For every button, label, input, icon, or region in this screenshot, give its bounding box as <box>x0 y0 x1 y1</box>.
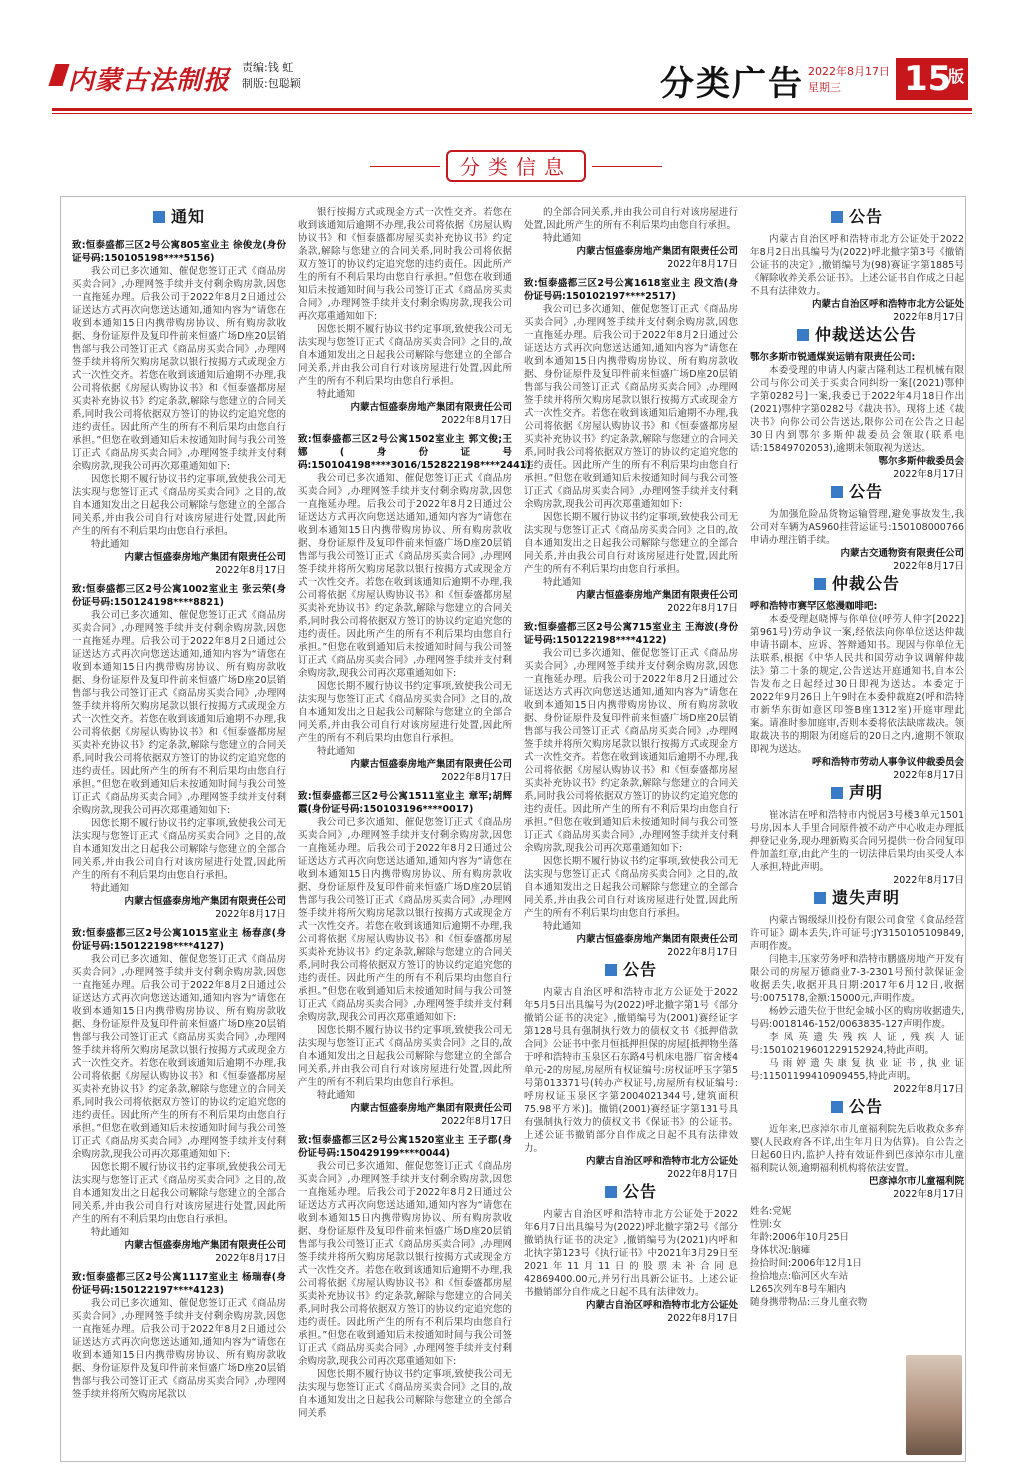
newspaper-logo: 内蒙古法制报 <box>68 66 231 96</box>
child-info-line: L265次列车8号车厢内 <box>750 1284 846 1295</box>
gonggao-heading <box>750 207 964 226</box>
sign-date: 2022年8月17日 <box>893 875 964 886</box>
notice-body-2: 因您长期不履行协议书约定事项,致使我公司无法实现与您签订正式《商品房买卖合同》之目的,故自本通知发出之日起我公司解除与您建立的全部合同关系,并由我公司自行对该房屋进行处置,因此所产生的所有不利后果均由您自行承担。 <box>524 856 738 919</box>
sign-date: 2022年8月17日 <box>667 1169 738 1180</box>
producer: 制版:包聪颖 <box>242 77 301 90</box>
heading-text: 公告 <box>848 1097 883 1116</box>
notice-body: 我公司已多次通知、催促您签订正式《商品房买卖合同》,办理网签手续并支付剩余购房款,因您一直拖延办理。后我公司于2022年8月2日通过公证送达方式再次向您送达通知,通知内容为“请您在收到本通知15日内携带购房协议、所有购房款收据、身份证原件及复印件前来恒盛广场D座20层销售部与我公司签订正式《商品房买卖合同》,办理网签手续并将所欠购房尾款以银行按揭方式或现金方式一次性交齐。若您在收到该通知后逾期不办理,我公司将依据《房屋认购协议书》和《恒泰盛都房屋买卖补充协议书》约定条款,解除与您建立的合同关系,同时我公司将依据双方签订的协议约定追究您的违约责任。因此所产生的所有不利后果均由您自行承担。”但您在收到通知后未按通知时间与我公司签订正式《商品房买卖合同》,办理网签手续并支付剩余购房款,现我公司再次郑重通知如下: <box>72 266 286 472</box>
child-photo <box>906 1355 962 1455</box>
gonggao-body: 内蒙古自治区呼和浩特市北方公证处于2022年6月7日出具编号为(2022)呼北撤字第2号《部分撤销执行证书的决定》,撤销编号为(2021)内呼和北执字第123号《执行证书》中2021年3月29日至2021年11月11日的股票未补合同息42869400.00元,并另行出具新公证书。上述公证书撤销部分自作成之日起不具有法律效力。 <box>524 1209 738 1298</box>
signature: 内蒙古恒盛泰房地产集团有限责任公司 <box>124 1240 286 1251</box>
gonggao-body: 本委受理赵晓博与你单位(呼劳人仲字[2022]第961号)劳动争议一案,经依法向你单位送达仲裁申请书副本、应诉、答辩通知书。现因与你单位无法联系,根据《中华人民共和国劳动争议调解仲裁法》第二十条的规定,公告送达开庭通知书,自本公告发布之日起经过30日即视为送达。本委定于2022年9月26日上午9时在本委仲裁庭2(呼和浩特市新华东街如意区印签B座1312室)开庭审理此案。请准时参加庭审,否则本委将依法缺席裁决。领取裁决书的期限为闭庭后的20日之内,逾期不领取即视为送达。 <box>750 614 964 755</box>
arbitration-service-heading <box>750 325 964 344</box>
special-notice: 特此通知 <box>317 389 356 400</box>
addressee: 致:恒泰盛都三区2号公寓1618室业主 段文浩(身份证号码:150102197****2517) <box>524 278 738 302</box>
heading-text: 公告 <box>622 1182 657 1201</box>
lost-item: 李凤英遗失残疾人证,残疾人证号:15010219601229152924,特此声明。 <box>750 1032 964 1056</box>
square-icon <box>605 964 617 976</box>
addressee: 致:恒泰盛都三区2号公寓1520室业主 王子郡(身份证号码:150429199****0044) <box>298 1135 512 1159</box>
square-icon <box>814 892 826 904</box>
child-info-line: 随身携带物品:三身儿童衣物 <box>750 1297 868 1308</box>
continued-text: 银行按揭方式或现金方式一次性交齐。若您在收到该通知后逾期不办理,我公司将依据《房屋认购协议书》和《恒泰盛都房屋买卖补充协议书》约定条款,解除与您建立的合同关系,同时我公司将依据双方签订的协议约定追究您的违约责任。因此所产生的所有不利后果均由您自行承担。”但您在收到通知后未按通知时间与我公司签订正式《商品房买卖合同》,办理网签手续并支付剩余购房款,现我公司再次郑重通知如下: <box>298 207 512 322</box>
lost-item: 内蒙古锡级绿川投份有限公司食堂《食品经营许可证》副本丢失,许可证号:JY3150105109849,声明作废。 <box>750 915 964 952</box>
sign-date: 2022年8月17日 <box>215 1253 286 1264</box>
child-info-line: 姓名:党妮 <box>750 1206 792 1217</box>
special-notice: 特此通知 <box>543 577 582 588</box>
heading-text: 公告 <box>622 960 657 979</box>
sign-date: 2022年8月17日 <box>441 772 512 783</box>
masthead <box>52 56 972 106</box>
signature: 内蒙古恒盛泰房地产集团有限责任公司 <box>576 246 738 257</box>
notice-body: 我公司已多次通知、催促您签订正式《商品房买卖合同》,办理网签手续并支付剩余购房款,因您一直拖延办理。后我公司于2022年8月2日通过公证送达方式再次向您送达通知,通知内容为“请您在收到本通知15日内携带购房协议、所有购房款收据、身份证原件及复印件前来恒盛广场D座20层销售部与我公司签订正式《商品房买卖合同》,办理网签手续并将所欠购房尾款以银行按揭方式或现金方式一次性交齐。若您在收到该通知后逾期不办理,我公司将依据《房屋认购协议书》和《恒泰盛都房屋买卖补充协议书》约定条款,解除与您建立的合同关系,同时我公司将依据双方签订的协议约定追究您的违约责任。因此所产生的所有不利后果均由您自行承担。”但您在收到通知后未按通知时间与我公司签订正式《商品房买卖合同》,办理网签手续并支付剩余购房款,现我公司再次郑重通知如下: <box>524 304 738 510</box>
child-info-line: 捡拾时间:2006年12月1日 <box>750 1258 863 1269</box>
notice-body: 我公司已多次通知、催促您签订正式《商品房买卖合同》,办理网签手续并支付剩余购房款,因您一直拖延办理。后我公司于2022年8月2日通过公证送达方式再次向您送达通知,通知内容为“请您在收到本通知15日内携带购房协议、所有购房款收据、身份证原件及复印件前来恒盛广场D座20层销售部与我公司签订正式《商品房买卖合同》,办理网签手续并将所欠购房尾款以银行按揭方式或现金方式一次性交齐。若您在收到该通知后逾期不办理,我公司将依据《房屋认购协议书》和《恒泰盛都房屋买卖补充协议书》约定条款,解除与您建立的合同关系,同时我公司将依据双方签订的协议约定追究您的违约责任。因此所产生的所有不利后果均由您自行承担。”但您在收到通知后未按通知时间与我公司签订正式《商品房买卖合同》,办理网签手续并支付剩余购房款,现我公司再次郑重通知如下: <box>298 817 512 1023</box>
sign-date: 2022年8月17日 <box>667 947 738 958</box>
signature: 内蒙古恒盛泰房地产集团有限责任公司 <box>350 1103 512 1114</box>
heading-text: 公告 <box>848 207 883 226</box>
sign-date: 2022年8月17日 <box>441 415 512 426</box>
page-number-value: 15 <box>904 59 952 99</box>
gonggao-heading <box>750 1097 964 1116</box>
banner-line-left <box>370 166 440 167</box>
sign-date: 2022年8月17日 <box>667 259 738 270</box>
sign-date: 2022年8月17日 <box>215 565 286 576</box>
column-1 <box>72 206 286 1401</box>
special-notice: 特此通知 <box>543 233 582 244</box>
signature: 内蒙古恒盛泰房地产集团有限责任公司 <box>124 896 286 907</box>
sign-date: 2022年8月17日 <box>667 603 738 614</box>
child-info-line: 性别:女 <box>750 1219 782 1230</box>
signature: 内蒙古恒盛泰房地产集团有限责任公司 <box>124 552 286 563</box>
lost-item: 马雨婷遗失康复执业证书,执业证号:11501199410909455,特此声明。 <box>750 1058 964 1082</box>
signature: 呼和浩特市劳动人事争议仲裁委员会 <box>811 757 964 768</box>
notice-body: 我公司已多次通知、催促您签订正式《商品房买卖合同》,办理网签手续并支付剩余购房款,因您一直拖延办理。后我公司于2022年8月2日通过公证送达方式再次向您送达通知,通知内容为“请您在收到本通知15日内携带购房协议、所有购房款收据、身份证原件及复印件前来恒盛广场D座20层销售部与我公司签订正式《商品房买卖合同》,办理网签手续并将所欠购房尾款以银行按揭方式或现金方式一次性交齐。若您在收到该通知后逾期不办理,我公司将依据《房屋认购协议书》和《恒泰盛都房屋买卖补充协议书》约定条款,解除与您建立的合同关系,同时我公司将依据双方签订的协议约定追究您的违约责任。因此所产生的所有不利后果均由您自行承担。”但您在收到通知后未按通知时间与我公司签订正式《商品房买卖合同》,办理网签手续并支付剩余购房款,现我公司再次郑重通知如下: <box>298 1161 512 1367</box>
special-notice: 特此通知 <box>91 883 130 894</box>
signature: 内蒙古自治区呼和浩特市北方公证处 <box>811 299 964 310</box>
header-rule <box>52 108 972 111</box>
gonggao-body: 为加强危险品货物运输管理,避免事故发生,我公司对车辆为AS960挂营运证号:150108000766申请办理注销手续。 <box>750 509 964 546</box>
child-info-line: 年龄:2006年10月25日 <box>750 1232 850 1243</box>
signature: 内蒙古自治区呼和浩特市北方公证处 <box>585 1300 738 1311</box>
square-icon <box>814 578 826 590</box>
gonggao-body: 内蒙古自治区呼和浩特市北方公证处于2022年5月5日出具编号为(2022)呼北撤字第1号《部分撤销公证书的决定》,撤销编号为(2001)赛经证字第128号具有强制执行效力的债权文书《抵押借款合同》公证书中张月恒抵押担保的房屋[抵押物坐落于呼和浩特市玉泉区石东路4号机床电器厂宿舍楼4单元-2的房屋,房屋所有权证编号:房权证呼玉字第5号第013371号(转办产权证号,房屋所有权证编号:呼房权证玉泉区字第2004021344号,建筑面积75.98平方米)]。撤销(2001)赛经证字第131号具有强制执行效力的债权文书《保证书》的公证书。上述公证书撤销部分自作成之日起不具有法律效力。 <box>524 987 738 1154</box>
addressee: 致:恒泰盛都三区2号公寓715室业主 王海波(身份证号码:150122198****4122) <box>524 622 738 646</box>
sign-date: 2022年8月17日 <box>667 1313 738 1324</box>
heading-text: 遗失声明 <box>831 888 900 907</box>
square-icon <box>831 787 843 799</box>
heading-text: 声明 <box>848 783 883 802</box>
square-icon <box>153 211 165 223</box>
sign-date: 2022年8月17日 <box>893 1189 964 1200</box>
banner-line-right <box>592 166 662 167</box>
notice-body: 我公司已多次通知、催促您签订正式《商品房买卖合同》,办理网签手续并支付剩余购房款,因您一直拖延办理。后我公司于2022年8月2日通过公证送达方式再次向您送达通知,通知内容为“请您在收到本通知15日内携带购房协议、所有购房款收据、身份证原件及复印件前来恒盛广场D座20层销售部与我公司签订正式《商品房买卖合同》,办理网签手续并将所欠购房尾款以银行按揭方式或现金方式一次性交齐。若您在收到该通知后逾期不办理,我公司将依据《房屋认购协议书》和《恒泰盛都房屋买卖补充协议书》约定条款,解除与您建立的合同关系,同时我公司将依据双方签订的协议约定追究您的违约责任。因此所产生的所有不利后果均由您自行承担。”但您在收到通知后未按通知时间与我公司签订正式《商品房买卖合同》,办理网签手续并支付剩余购房款,现我公司再次郑重通知如下: <box>524 648 738 854</box>
sign-date: 2022年8月17日 <box>893 770 964 781</box>
addressee: 致:恒泰盛都三区2号公寓1015室业主 杨春彦(身份证号码:150122198****4127) <box>72 928 286 952</box>
addressee: 鄂尔多斯市锐通煤炭运销有限责任公司: <box>750 352 916 363</box>
gonggao-heading <box>524 1182 738 1201</box>
section-banner: 分类信息 <box>446 150 586 182</box>
notice-heading <box>72 207 286 226</box>
continued-text-2: 因您长期不履行协议书约定事项,致使我公司无法实现与您签订正式《商品房买卖合同》之目的,故自本通知发出之日起我公司解除与您建立的全部合同关系,并由我公司自行对该房屋进行处置,因此所产生的所有不利后果均由您自行承担。 <box>298 324 512 387</box>
editor-credits <box>242 60 301 92</box>
heading-text: 通知 <box>170 207 205 226</box>
square-icon <box>797 329 809 341</box>
signature: 内蒙古恒盛泰房地产集团有限责任公司 <box>576 590 738 601</box>
addressee: 致:恒泰盛都三区2号公寓805室业主 徐俊龙(身份证号码:150105198****5156) <box>72 240 286 264</box>
special-notice: 特此通知 <box>543 921 582 932</box>
gonggao-body: 内蒙古自治区呼和浩特市北方公证处于2022年8月2日出具编号为(2022)呼北撤字第3号《撤销公证书的决定》,撤销编号为(98)赛证字第1885号《解除收养关系公证书》。上述公证书自作成之日起不具有法律效力。 <box>750 234 964 297</box>
square-icon <box>831 486 843 498</box>
signature: 内蒙古恒盛泰房地产集团有限责任公司 <box>576 934 738 945</box>
sign-date: 2022年8月17日 <box>215 909 286 920</box>
signature: 巴彦淖尔市儿童福利院 <box>868 1176 964 1187</box>
sign-date: 2022年8月17日 <box>893 469 964 480</box>
weekday: 星期三 <box>808 81 841 94</box>
lost-item: 闫艳丰,压家劳务呼和浩特市鹏盛房地产开发有限公司的房屋万德商业7-3-2301号预付款保证金收据丢失,收据开具日期:2017年6月12日,收据号:0075178,金额:15000元,声明作废。 <box>750 954 964 1004</box>
square-icon <box>605 1186 617 1198</box>
page-number <box>896 58 968 100</box>
notice-body: 我公司已多次通知、催促您签订正式《商品房买卖合同》,办理网签手续并支付剩余购房款,因您一直拖延办理。后我公司于2022年8月2日通过公证送达方式再次向您送达通知,通知内容为“请您在收到本通知15日内携带购房协议、所有购房款收据、身份证原件及复印件前来恒盛广场D座20层销售部与我公司签订正式《商品房买卖合同》,办理网签手续并将所欠购房尾款以 <box>72 1298 286 1400</box>
arbitration-heading <box>750 574 964 593</box>
lost-statement-heading <box>750 888 964 907</box>
notice-body-2: 因您长期不履行协议书约定事项,致使我公司无法实现与您签订正式《商品房买卖合同》之目的,故自本通知发出之日起我公司解除与您建立的全部合同关系,并由我公司自行对该房屋进行处置,因此所产生的所有不利后果均由您自行承担。 <box>298 681 512 744</box>
notice-body: 我公司已多次通知、催促您签订正式《商品房买卖合同》,办理网签手续并支付剩余购房款,因您一直拖延办理。后我公司于2022年8月2日通过公证送达方式再次向您送达通知,通知内容为“请您在收到本通知15日内携带购房协议、所有购房款收据、身份证原件及复印件前来恒盛广场D座20层销售部与我公司签订正式《商品房买卖合同》,办理网签手续并将所欠购房尾款以银行按揭方式或现金方式一次性交齐。若您在收到该通知后逾期不办理,我公司将依据《房屋认购协议书》和《恒泰盛都房屋买卖补充协议书》约定条款,解除与您建立的合同关系,同时我公司将依据双方签订的协议约定追究您的违约责任。因此所产生的所有不利后果均由您自行承担。”但您在收到通知后未按通知时间与我公司签订正式《商品房买卖合同》,办理网签手续并支付剩余购房款,现我公司再次郑重通知如下: <box>72 610 286 816</box>
continued-text: 的全部合同关系,并由我公司自行对该房屋进行处置,因此所产生的所有不利后果均由您自行承担。 <box>524 207 738 231</box>
notice-body-2: 因您长期不履行协议书约定事项,致使我公司无法实现与您签订正式《商品房买卖合同》之目的,故自本通知发出之日起我公司解除与您建立的全部合同关系,并由我公司自行对该房屋进行处置,因此所产生的所有不利后果均由您自行承担。 <box>524 512 738 575</box>
square-icon <box>831 1101 843 1113</box>
heading-text: 公告 <box>848 482 883 501</box>
issue-date <box>808 64 890 96</box>
addressee: 致:恒泰盛都三区2号公寓1117室业主 杨瑞春(身份证号码:150122197****4123) <box>72 1272 286 1296</box>
statement-body: 崔冰洁在呼和浩特市内悦居3号楼3单元1501号房,因本人手里合同原件被不动产中心收走办理抵押登记业务,现办理新购买合同另提供一份合同复印件加盖红章,由此产生的一切法律后果均由买受人本人承担,特此声明。 <box>750 810 964 873</box>
date: 2022年8月17日 <box>808 65 890 78</box>
gonggao-body: 近年来,巴彦淖尔市儿童福利院先后收救众多弃婴(人民政府各不详,出生年月日为估算)。自公告之日起60日内,监护人持有效证件到巴彦淖尔市儿童福利院认领,逾期福利机构将依法安置。 <box>750 1124 964 1174</box>
notice-body-2: 因您长期不履行协议书约定事项,致使我公司无法实现与您签订正式《商品房买卖合同》之目的,故自本通知发出之日起我公司解除与您建立的全部合同关系 <box>298 1369 512 1419</box>
signature: 鄂尔多斯仲裁委员会 <box>878 456 964 467</box>
addressee: 致:恒泰盛都三区2号公寓1511室业主 章军;胡辉霞(身份证号码:150103196****0017) <box>298 791 512 815</box>
column-4 <box>750 206 964 1309</box>
page-ban: 版 <box>947 67 964 86</box>
sign-date: 2022年8月17日 <box>893 1084 964 1095</box>
column-3 <box>524 206 738 1325</box>
signature: 内蒙古交通物资有限责任公司 <box>840 548 964 559</box>
gonggao-heading <box>524 960 738 979</box>
addressee: 致:恒泰盛都三区2号公寓1002室业主 张云荣(身份证号码:150124198****8821) <box>72 584 286 608</box>
notice-body: 我公司已多次通知、催促您签订正式《商品房买卖合同》,办理网签手续并支付剩余购房款,因您一直拖延办理。后我公司于2022年8月2日通过公证送达方式再次向您送达通知,通知内容为“请您在收到本通知15日内携带购房协议、所有购房款收据、身份证原件及复印件前来恒盛广场D座20层销售部与我公司签订正式《商品房买卖合同》,办理网签手续并将所欠购房尾款以银行按揭方式或现金方式一次性交齐。若您在收到该通知后逾期不办理,我公司将依据《房屋认购协议书》和《恒泰盛都房屋买卖补充协议书》约定条款,解除与您建立的合同关系,同时我公司将依据双方签订的协议约定追究您的违约责任。因此所产生的所有不利后果均由您自行承担。”但您在收到通知后未按通知时间与我公司签订正式《商品房买卖合同》,办理网签手续并支付剩余购房款,现我公司再次郑重通知如下: <box>298 473 512 679</box>
signature: 内蒙古恒盛泰房地产集团有限责任公司 <box>350 759 512 770</box>
notice-body: 我公司已多次通知、催促您签订正式《商品房买卖合同》,办理网签手续并支付剩余购房款,因您一直拖延办理。后我公司于2022年8月2日通过公证送达方式再次向您送达通知,通知内容为“请您在收到本通知15日内携带购房协议、所有购房款收据、身份证原件及复印件前来恒盛广场D座20层销售部与我公司签订正式《商品房买卖合同》,办理网签手续并将所欠购房尾款以银行按揭方式或现金方式一次性交齐。若您在收到该通知后逾期不办理,我公司将依据《房屋认购协议书》和《恒泰盛都房屋买卖补充协议书》约定条款,解除与您建立的合同关系,同时我公司将依据双方签订的协议约定追究您的违约责任。因此所产生的所有不利后果均由您自行承担。”但您在收到通知后未按通知时间与我公司签订正式《商品房买卖合同》,办理网签手续并支付剩余购房款,现我公司再次郑重通知如下: <box>72 954 286 1160</box>
special-notice: 特此通知 <box>317 1090 356 1101</box>
sign-date: 2022年8月17日 <box>441 1116 512 1127</box>
special-notice: 特此通知 <box>91 1227 130 1238</box>
addressee: 致:恒泰盛都三区2号公寓1502室业主 郭文俊;王娜(身份证号码:150104198****3016/152822198****2441) <box>298 434 531 471</box>
signature: 内蒙古恒盛泰房地产集团有限责任公司 <box>350 402 512 413</box>
notice-body-2: 因您长期不履行协议书约定事项,致使我公司无法实现与您签订正式《商品房买卖合同》之目的,故自本通知发出之日起我公司解除与您建立的全部合同关系,并由我公司自行对该房屋进行处置,因此所产生的所有不利后果均由您自行承担。 <box>72 818 286 881</box>
square-icon <box>831 211 843 223</box>
gonggao-body: 本委受理的申请人内蒙古隆利达工程机械有限公司与你公司关于买卖合同纠纷一案[(2021)鄂仲字第0282号]一案,我委已于2022年4月18日作出(2021)鄂仲字第0282号《裁决书》。现将上述《裁决书》向你公司公告送达,限你公司在公告之日起30日内到鄂尔多斯仲裁委员会领取(联系电话:15849702053),逾期未领取视为送达。 <box>750 365 964 454</box>
gonggao-heading <box>750 482 964 501</box>
statement-heading <box>750 783 964 802</box>
section-title: 分类广告 <box>660 64 804 104</box>
heading-text: 仲裁送达公告 <box>814 325 917 344</box>
special-notice: 特此通知 <box>91 539 130 550</box>
notice-body-2: 因您长期不履行协议书约定事项,致使我公司无法实现与您签订正式《商品房买卖合同》之目的,故自本通知发出之日起我公司解除与您建立的全部合同关系,并由我公司自行对该房屋进行处置,因此所产生的所有不利后果均由您自行承担。 <box>72 474 286 537</box>
addressee: 呼和浩特市赛罕区悠漫咖啡吧: <box>750 601 878 612</box>
lost-item: 杨妙云遗失位于世纪金城小区的购房收据遗失,号码:0018146-152/0063835-127声明作废。 <box>750 1006 964 1030</box>
notice-body-2: 因您长期不履行协议书约定事项,致使我公司无法实现与您签订正式《商品房买卖合同》之目的,故自本通知发出之日起我公司解除与您建立的全部合同关系,并由我公司自行对该房屋进行处置,因此所产生的所有不利后果均由您自行承担。 <box>298 1025 512 1088</box>
column-2 <box>298 206 531 1420</box>
child-info-line: 捡拾地点:临河区火车站 <box>750 1271 849 1282</box>
child-info-line: 身体状况:脑瘫 <box>750 1245 811 1256</box>
header-rule-thin <box>52 113 972 114</box>
notice-body-2: 因您长期不履行协议书约定事项,致使我公司无法实现与您签订正式《商品房买卖合同》之目的,故自本通知发出之日起我公司解除与您建立的全部合同关系,并由我公司自行对该房屋进行处置,因此所产生的所有不利后果均由您自行承担。 <box>72 1162 286 1225</box>
signature: 内蒙古自治区呼和浩特市北方公证处 <box>585 1156 738 1167</box>
special-notice: 特此通知 <box>317 746 356 757</box>
sign-date: 2022年8月17日 <box>893 312 964 323</box>
logo-mark-icon <box>48 64 69 86</box>
editor: 责编:钱 虹 <box>242 61 294 74</box>
sign-date: 2022年8月17日 <box>893 561 964 572</box>
heading-text: 仲裁公告 <box>831 574 900 593</box>
